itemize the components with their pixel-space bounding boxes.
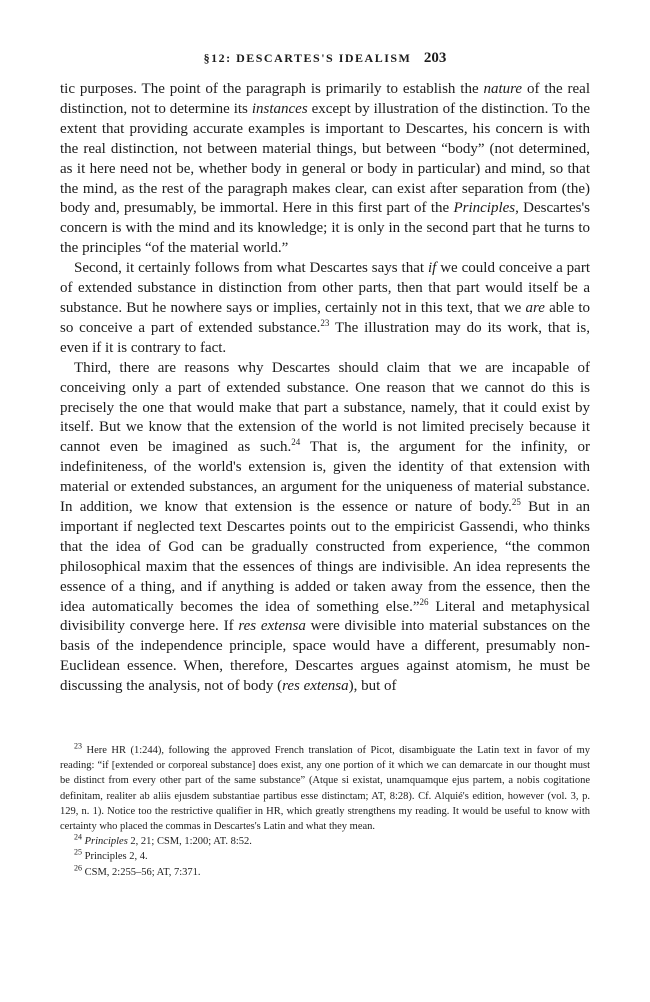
footnotes [60,743,590,880]
italic-text: res extensa [238,618,306,635]
italic-text: Principles [453,200,516,217]
main-text [60,80,590,697]
italic-text: nature [483,81,523,97]
text-run: Second, it certainly follows from what Descartes says that [74,260,428,277]
text-run: Literal and metaphysical divisibility converge here. If [60,598,590,635]
paragraph [60,259,590,359]
text-run: But in an important if neglected text Descartes points out to the empiricist Gassendi, who thinks that the idea of God can be gradually constructed from experience, “the common philosophical maxim that the essences of things are indivisible. An idea represents the essence of a thing, and if anything is added or taken away from the essence, then the idea automatically becomes the idea of something else.” [60,499,591,615]
italic-text: Principles [84,836,128,848]
text-run: The illustration may do its work, that is, even if it is contrary to fact. [60,319,590,356]
footnote-marker: 24 [291,437,301,448]
italic-text: are [525,299,545,316]
footnote-marker: 25 [511,497,521,508]
text-run: we could conceive a part of extended substance in distinction from other parts, then that part would itself be a substance. But he nowhere says or implies, certainly not in this text, that we [60,260,590,316]
footnote [60,743,590,834]
text-run: , Descartes's concern is with the mind and its knowledge; it is only in the second part that he turns to the principles “of the material world.” [60,200,590,257]
page-number: 203 [423,50,447,66]
text-run: Third, there are reasons why Descartes should claim that we are incapable of conceiving only a part of extended substance. One reason that we cannot do this is precisely the one that would make that part a substance, namely, that it could exist by itself. But we know that the extension of the world is not limited precisely because it cannot even be imagined as such. [60,359,590,456]
text-run: ), but of [348,678,397,695]
text-run: able to so conceive a part of extended substance. [60,299,590,336]
footnote [60,865,590,880]
text-run: That is, the argument for the infinity, or indefiniteness, of the world's extension is, given the identity of that extension with material or extended substances, an argument for the uniqueness of material substance. In addition, we know that extension is the essence or nature of body. [60,439,590,516]
text-run: CSM, 2:255–56; AT, 7:371. [84,866,201,878]
text-run: 2, 21; CSM, 1:200; AT. 8:52. [127,836,252,848]
text-run: tic purposes. The point of the paragraph is primarily to establish the [60,81,484,97]
italic-text: res extensa [282,678,349,695]
section-title: §12: DESCARTES'S IDEALISM [203,51,412,65]
text-run: of the real distinction, not to determine its [60,81,590,117]
text-run: Here HR (1:244), following the approved French translation of Picot, disambiguate the Latin text in favor of my reading: “if [extended or corporeal substance] does exist, any one portion of it which we can demarcate in our thought must be distinct from every other part of the same substance” (Atque si existat, unamquamque ejus partem, a nobis cogitatione definitam, realiter ab aliis ejusdem substantiae partibus esse distinctam; AT, 8:28). Cf. Alquié's edition, however (vol. 3, p. 129, n. 1). Notice too the restrictive qualifier in HR, which greatly strengthens my reading. It would be useful to know with certainty who placed the commas in Descartes's Latin and what they mean. [60,745,591,833]
italic-text: if [427,260,437,277]
footnote [60,834,590,849]
footnote-number: 24 [74,832,82,842]
paragraph [60,80,590,259]
footnote-number: 25 [74,847,82,857]
text-run: Principles 2, 4. [84,851,148,863]
footnote [60,849,590,864]
italic-text: instances [251,100,308,117]
text-run: except by illustration of the distinction. To the extent that providing accurate examples is important to Descartes, his concern is with the real distinction, not between material things, but between “body” (not determined, as it here need not be, whether body in general or body in particular) and mind, so that the mind, as the rest of the paragraph makes clear, can exist after separation from (the) body and, presumably, be immortal. Here in this first part of the [60,100,590,217]
footnote-number: 26 [74,863,82,873]
text-run: were divisible into material substances on the basis of the independence principle, space would have a different, presumably non-Euclidean essence. When, therefore, Descartes argues against atomism, he must be discussing the analysis, not of body ( [60,618,590,695]
footnote-marker: 26 [419,596,429,607]
footnote-marker: 23 [320,317,330,328]
paragraph [60,359,590,697]
footnote-number: 23 [74,741,82,751]
running-head [0,50,650,67]
